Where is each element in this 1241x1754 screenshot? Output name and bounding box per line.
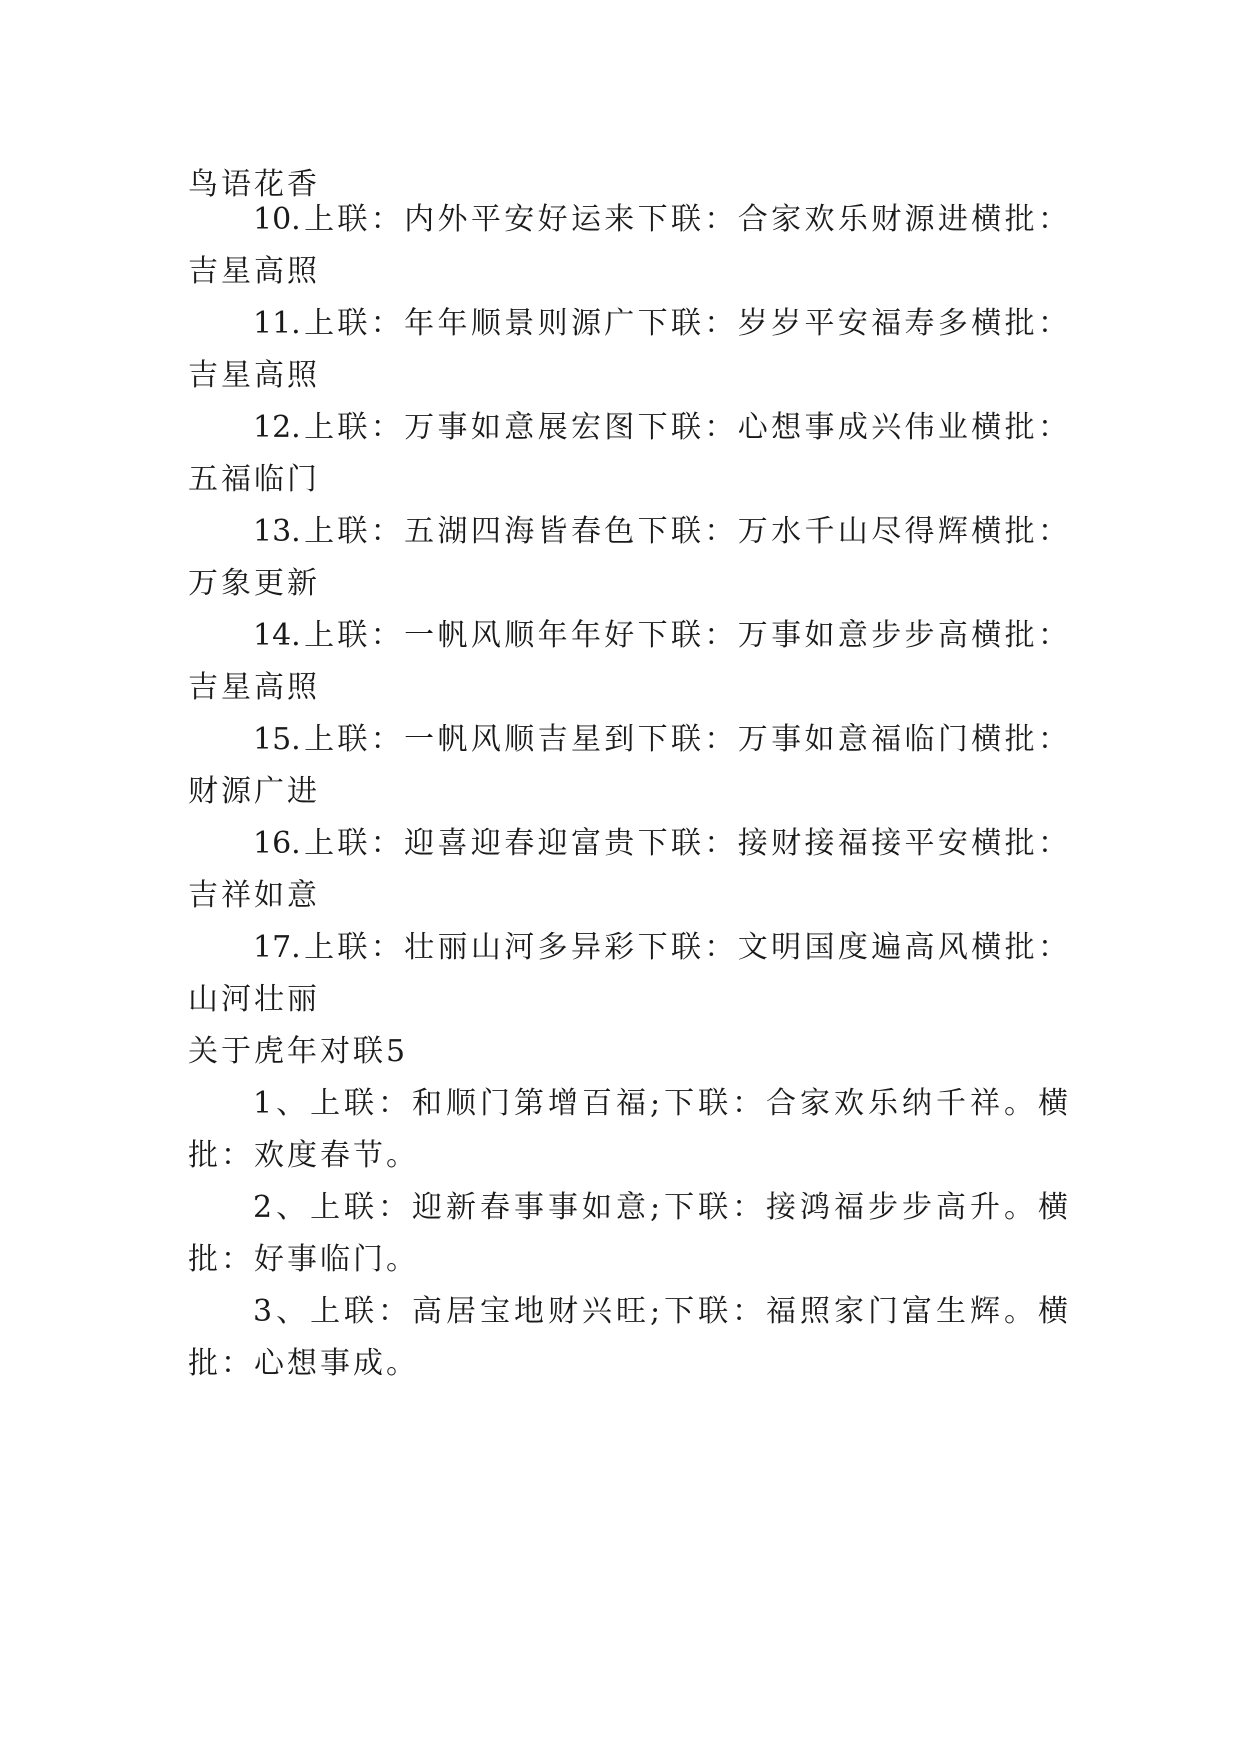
couplet-13-banner: 万象更新 [188, 566, 320, 601]
couplet-14: 14.上联：一帆风顺年年好下联：万事如意步步高横批： [253, 618, 1068, 653]
couplet-10: 10.上联：内外平安好运来下联：合家欢乐财源进横批： [253, 202, 1068, 237]
couplet-16: 16.上联：迎喜迎春迎富贵下联：接财接福接平安横批： [253, 826, 1068, 861]
couplet-16-banner: 吉祥如意 [188, 878, 320, 913]
couplet-item-1-banner: 批：欢度春节。 [188, 1138, 419, 1173]
couplet-11: 11.上联：年年顺景则源广下联：岁岁平安福寿多横批： [253, 306, 1068, 341]
couplet-12-banner: 五福临门 [188, 462, 320, 497]
couplet-17-banner: 山河壮丽 [188, 982, 320, 1017]
couplet-item-2: 2、上联：迎新春事事如意;下联：接鸿福步步高升。横 [253, 1190, 1068, 1225]
couplet-10-banner: 吉星高照 [188, 254, 320, 289]
couplet-12: 12.上联：万事如意展宏图下联：心想事成兴伟业横批： [253, 410, 1068, 445]
couplet-15: 15.上联：一帆风顺吉星到下联：万事如意福临门横批： [253, 722, 1068, 757]
couplet-15-banner: 财源广进 [188, 774, 320, 809]
couplet-item-1: 1、上联：和顺门第增百福;下联：合家欢乐纳千祥。横 [253, 1086, 1068, 1121]
couplet-item-3: 3、上联：高居宝地财兴旺;下联：福照家门富生辉。横 [253, 1294, 1068, 1329]
couplet-17: 17.上联：壮丽山河多异彩下联：文明国度遍高风横批： [253, 930, 1068, 965]
section-heading: 关于虎年对联5 [188, 1034, 409, 1069]
text-line-1: 鸟语花香 [188, 167, 320, 202]
couplet-item-3-banner: 批：心想事成。 [188, 1346, 419, 1381]
couplet-11-banner: 吉星高照 [188, 358, 320, 393]
couplet-item-2-banner: 批：好事临门。 [188, 1242, 419, 1277]
couplet-14-banner: 吉星高照 [188, 670, 320, 705]
couplet-13: 13.上联：五湖四海皆春色下联：万水千山尽得辉横批： [253, 514, 1068, 549]
